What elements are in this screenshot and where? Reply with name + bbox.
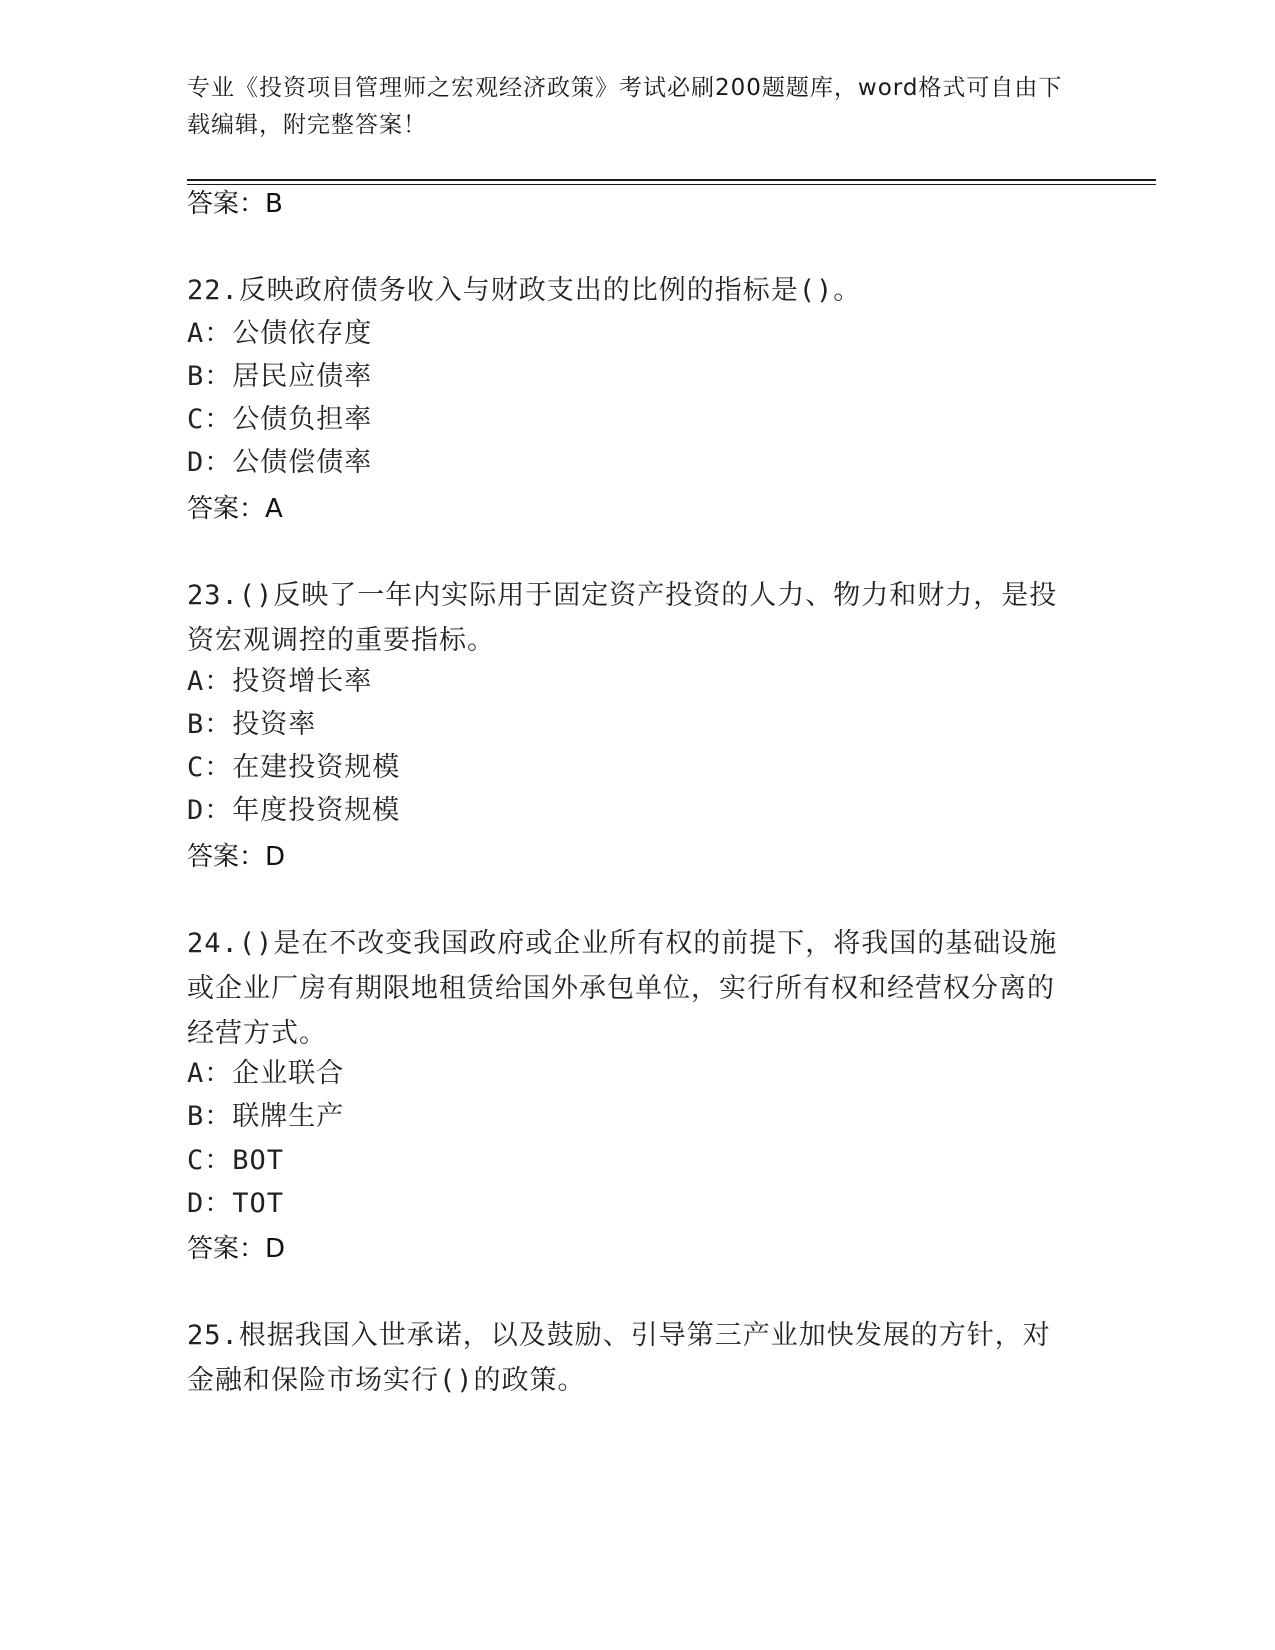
option-24-d: D：TOT: [187, 1188, 285, 1219]
question-22: 22.反映政府债务收入与财政支出的比例的指标是()。: [187, 275, 862, 306]
question-25: 25.根据我国入世承诺，以及鼓励、引导第三产业加快发展的方针，对金融和保险市场实行()的政策。: [187, 1320, 1051, 1396]
answer-24: 答案：D: [187, 1234, 286, 1264]
question-23: 23.()反映了一年内实际用于固定资产投资的人力、物力和财力，是投资宏观调控的重要指标。: [187, 580, 1058, 656]
header-divider: [187, 179, 1156, 181]
header-divider-thin: [187, 184, 1156, 185]
option-22-b: B：居民应债率: [187, 361, 373, 392]
option-22-c: C：公债负担率: [187, 404, 373, 435]
option-23-b: B：投资率: [187, 709, 317, 740]
option-22-d: D：公债偿债率: [187, 447, 373, 478]
option-24-c: C：BOT: [187, 1145, 285, 1176]
option-22-a: A：公债依存度: [187, 318, 373, 349]
option-23-c: C：在建投资规模: [187, 752, 401, 783]
document-header: 专业《投资项目管理师之宏观经济政策》考试必刷200题题库，word格式可自由下载编辑，附完整答案！: [187, 75, 1063, 138]
option-24-b: B：联牌生产: [187, 1101, 345, 1132]
answer-23: 答案：D: [187, 842, 286, 872]
answer-22: 答案：A: [187, 494, 283, 524]
question-24: 24.()是在不改变我国政府或企业所有权的前提下，将我国的基础设施或企业厂房有期限地租赁给国外承包单位，实行所有权和经营权分离的经营方式。: [187, 928, 1058, 1049]
option-24-a: A：企业联合: [187, 1058, 345, 1089]
answer-label: 答案：B: [187, 189, 283, 219]
option-23-a: A：投资增长率: [187, 666, 373, 697]
option-23-d: D：年度投资规模: [187, 795, 401, 826]
